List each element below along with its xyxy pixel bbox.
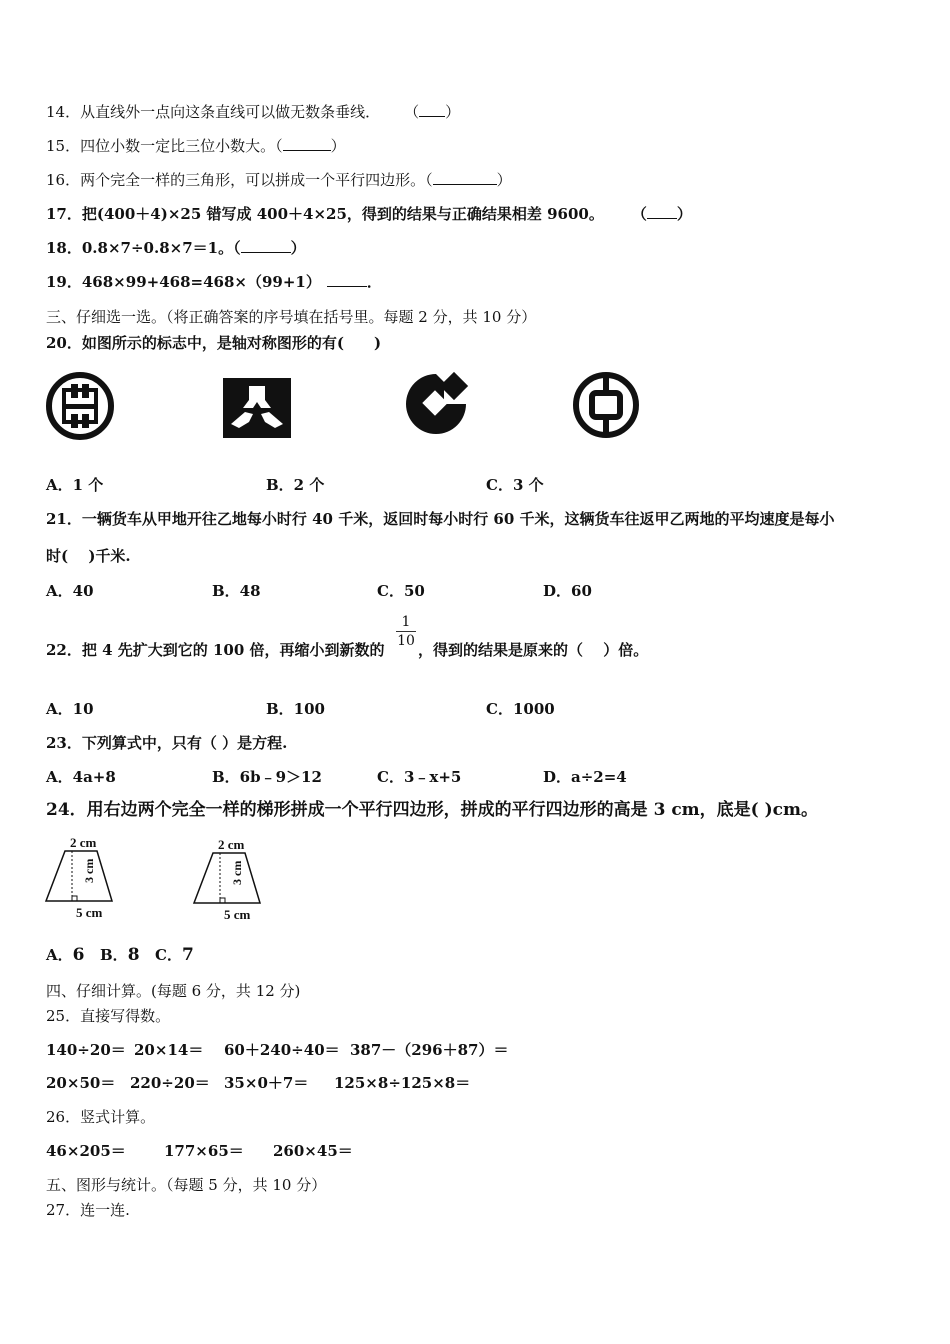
trapezoid-height-label: 3 cm bbox=[230, 860, 244, 885]
trapezoid-figure-2 bbox=[188, 836, 278, 926]
q23-option-d[interactable]: D．a÷2=4 bbox=[543, 768, 627, 786]
trapezoid-top-label: 2 cm bbox=[218, 837, 245, 852]
q21-option-b[interactable]: B．48 bbox=[212, 582, 261, 600]
q22-text-after: ，得到的结果是原来的（ ）倍。 bbox=[418, 641, 649, 659]
q25-r2-item3: 35×0＋7＝ bbox=[224, 1074, 309, 1092]
construction-bank-logo bbox=[223, 378, 291, 438]
q22-option-c[interactable]: C．1000 bbox=[486, 700, 555, 718]
q21-option-d[interactable]: D．60 bbox=[543, 582, 592, 600]
answer-blank[interactable] bbox=[419, 102, 445, 117]
q25-r2-item4: 125×8÷125×8＝ bbox=[334, 1074, 471, 1092]
q20: 20．如图所示的标志中，是轴对称图形的有( ) bbox=[46, 334, 382, 352]
q26-item3: 260×45＝ bbox=[273, 1142, 353, 1160]
q22-text-before: 22．把 4 先扩大到它的 100 倍，再缩小到新数的 bbox=[46, 641, 385, 659]
q21-line2: 时( )千米. bbox=[46, 547, 131, 565]
answer-blank[interactable] bbox=[647, 204, 677, 219]
q15: 15．四位小数一定比三位小数大。（ ） bbox=[46, 137, 346, 155]
q25-r2-item2: 220÷20＝ bbox=[130, 1074, 210, 1092]
q22-fraction: $\frac{1}{10}$ bbox=[397, 614, 415, 649]
industrial-commercial-bank-logo bbox=[44, 370, 116, 442]
q26: 26．竖式计算。 bbox=[46, 1108, 156, 1126]
q21-option-a[interactable]: A．40 bbox=[46, 582, 94, 600]
q22-option-a[interactable]: A．10 bbox=[46, 700, 94, 718]
answer-blank[interactable] bbox=[433, 170, 497, 185]
q21-option-c[interactable]: C．50 bbox=[377, 582, 425, 600]
answer-blank[interactable] bbox=[283, 136, 331, 151]
q18: 18．0.8×7÷0.8×7＝1。（ ） bbox=[46, 239, 306, 257]
q25-r1-item3: 60＋240÷40＝ bbox=[224, 1041, 340, 1059]
q23-option-c[interactable]: C．3﹣x+5 bbox=[377, 768, 462, 786]
q23: 23．下列算式中，只有（ ）是方程. bbox=[46, 734, 288, 752]
q25-r2-item1: 20×50＝ bbox=[46, 1074, 116, 1092]
q24: 24．用右边两个完全一样的梯形拼成一个平行四边形，拼成的平行四边形的高是 3 cm，底是( )cm。 bbox=[46, 800, 819, 820]
q27: 27．连一连. bbox=[46, 1201, 130, 1219]
q24-option-c[interactable]: C．7 bbox=[155, 945, 194, 965]
q25-r1-item1: 140÷20＝ bbox=[46, 1041, 126, 1059]
q25-r1-item4: 387－（296＋87）＝ bbox=[350, 1041, 509, 1059]
q22-option-b[interactable]: B．100 bbox=[266, 700, 325, 718]
q25: 25．直接写得数。 bbox=[46, 1007, 171, 1025]
q26-item1: 46×205＝ bbox=[46, 1142, 126, 1160]
trapezoid-bottom-label: 5 cm bbox=[224, 907, 251, 922]
q14: 14．从直线外一点向这条直线可以做无数条垂线． （ ） bbox=[46, 103, 461, 121]
q16: 16．两个完全一样的三角形，可以拼成一个平行四边形。（ ） bbox=[46, 171, 512, 189]
trapezoid-figure-1 bbox=[40, 834, 130, 924]
answer-blank[interactable] bbox=[327, 272, 367, 287]
q24-option-b[interactable]: B．8 bbox=[100, 945, 140, 965]
q23-option-a[interactable]: A．4a+8 bbox=[46, 768, 116, 786]
trapezoid-bottom-label: 5 cm bbox=[76, 905, 103, 920]
q20-option-c[interactable]: C．3 个 bbox=[486, 476, 544, 494]
q19: 19．468×99+468=468×（99+1） ． bbox=[46, 273, 382, 291]
q25-r1-item2: 20×14＝ bbox=[134, 1041, 204, 1059]
answer-blank[interactable] bbox=[241, 238, 291, 253]
china-merchants-bank-logo bbox=[400, 370, 472, 436]
section-three-heading: 三、仔细选一选。（将正确答案的序号填在括号里。每题 2 分，共 10 分） bbox=[46, 308, 537, 326]
q20-option-b[interactable]: B．2 个 bbox=[266, 476, 325, 494]
section-four-heading: 四、仔细计算。(每题 6 分，共 12 分) bbox=[46, 982, 301, 1000]
bank-of-china-logo bbox=[572, 371, 640, 439]
q26-item2: 177×65＝ bbox=[164, 1142, 244, 1160]
q17: 17．把(400＋4)×25 错写成 400＋4×25，得到的结果与正确结果相差 9600。 （ ） bbox=[46, 205, 692, 223]
trapezoid-height-label: 3 cm bbox=[82, 858, 96, 883]
q23-option-b[interactable]: B．6b﹣9＞12 bbox=[212, 768, 322, 786]
q24-option-a[interactable]: A．6 bbox=[46, 945, 85, 965]
trapezoid-top-label: 2 cm bbox=[70, 835, 97, 850]
section-five-heading: 五、图形与统计。（每题 5 分，共 10 分） bbox=[46, 1176, 327, 1194]
q20-option-a[interactable]: A．1 个 bbox=[46, 476, 104, 494]
q21-line1: 21．一辆货车从甲地开往乙地每小时行 40 千米，返回时每小时行 60 千米，这辆货车往返甲乙两地的平均速度是每小 bbox=[46, 510, 835, 528]
